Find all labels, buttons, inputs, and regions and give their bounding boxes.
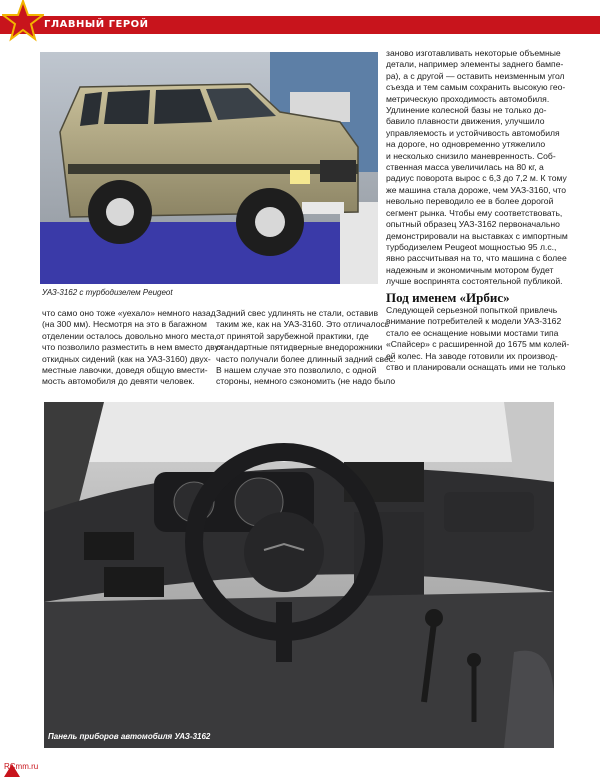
text-line: таким же, как на УАЗ-3160. Это отличалось	[216, 319, 390, 330]
text-line: Следующей серьезной попыткой привлечь	[386, 304, 558, 315]
text-line: В нашем случае это позволило, с одной	[216, 365, 377, 376]
text-line: отделении осталось довольно много места,	[42, 330, 217, 341]
site-watermark: RCmm.ru	[4, 762, 39, 771]
text-line: демонстрировали на выставках с импортным	[386, 230, 568, 241]
vehicle-photo	[40, 52, 378, 284]
text-line: стороны, немного сэкономить (не надо было	[216, 376, 396, 387]
text-line: ра), а с другой — оставить неизменным угол	[386, 70, 565, 81]
dashboard-photo-caption: Панель приборов автомобиля УАЗ-3162	[48, 732, 211, 741]
text-line: Удлинение колесной базы не только до-	[386, 105, 547, 116]
text-line: турбодизелем Peugeot мощностью 95 л.с.,	[386, 241, 557, 252]
vehicle-photo-caption: УАЗ-3162 с турбодизелем Peugeot	[42, 288, 173, 297]
section-title: ГЛАВНЫЙ ГЕРОЙ	[44, 19, 149, 30]
text-line: невольно переводило ее в более дорогой	[386, 196, 554, 207]
dashboard-photo	[44, 402, 554, 748]
text-line: надежным и экономичным мотором будет	[386, 264, 554, 275]
text-line: от принятой зарубежной практики, где	[216, 330, 369, 341]
text-line: стандартные пятидверные внедорожники	[216, 342, 383, 353]
text-line: местные лавочки, доведя общую вмести-	[42, 365, 208, 376]
star-icon	[2, 0, 44, 42]
text-line: радиус поворота вырос с 6,3 до 7,2 м. К тому	[386, 173, 567, 184]
text-column-middle	[216, 308, 396, 388]
text-line: сегмент рынка. Чтобы ему соответствовать,	[386, 207, 563, 218]
text-line: явно рассчитывая на то, что машина с более	[386, 253, 567, 264]
section-header	[0, 0, 600, 44]
text-line: съезда и тем самым сохранить высокую гео-	[386, 82, 566, 93]
text-line: детали, например элементы заднего бампе-	[386, 59, 564, 70]
text-line: (на 300 мм). Несмотря на это в багажном	[42, 319, 207, 330]
text-line: ственная масса увеличилась на 80 кг, а	[386, 162, 544, 173]
text-column-right-top	[386, 48, 576, 373]
text-line: что само оно тоже «уехало» немного назад	[42, 308, 216, 318]
text-line: часто получали более длинный задний свес.	[216, 353, 396, 364]
text-line: метрическую проходимость автомобиля.	[386, 93, 550, 104]
text-line: стало ее оснащение новыми мостами типа	[386, 327, 559, 338]
text-line: опытный образец УАЗ-3162 первоначально	[386, 219, 560, 230]
text-line: ство и планировали оснащать ими не только	[386, 361, 566, 372]
text-line: мость автомобиля до девяти человек.	[42, 376, 195, 387]
text-column-left	[42, 308, 224, 388]
text-line: «Спайсер» с расширенной до 1675 мм колей-	[386, 339, 570, 350]
text-line: бавило плавности движения, улучшило	[386, 116, 545, 127]
text-line: лучше воспринята состоятельной публикой.	[386, 276, 563, 287]
text-line: ей колес. На заводе готовили их производ-	[386, 350, 558, 361]
text-line: откидных сидений (как на УАЗ-3160) двух-	[42, 353, 211, 364]
text-line: на дороге, но одновременно утяжелило	[386, 139, 546, 150]
subheading: Под именем «Ирбис»	[386, 289, 510, 305]
text-line: заново изготавливать некоторые объемные	[386, 48, 561, 58]
text-line: Задний свес удлинять не стали, оставив	[216, 308, 379, 318]
text-line: управляемость и устойчивость автомобиля	[386, 127, 560, 138]
text-line: что позволило разместить в нем вместо двух	[42, 342, 224, 353]
text-line: и несколько снизило маневренность. Соб-	[386, 150, 556, 161]
text-line: же машина стала дороже, чем УАЗ-3160, что	[386, 184, 566, 195]
text-line: внимание потребителей к модели УАЗ-3162	[386, 316, 562, 327]
